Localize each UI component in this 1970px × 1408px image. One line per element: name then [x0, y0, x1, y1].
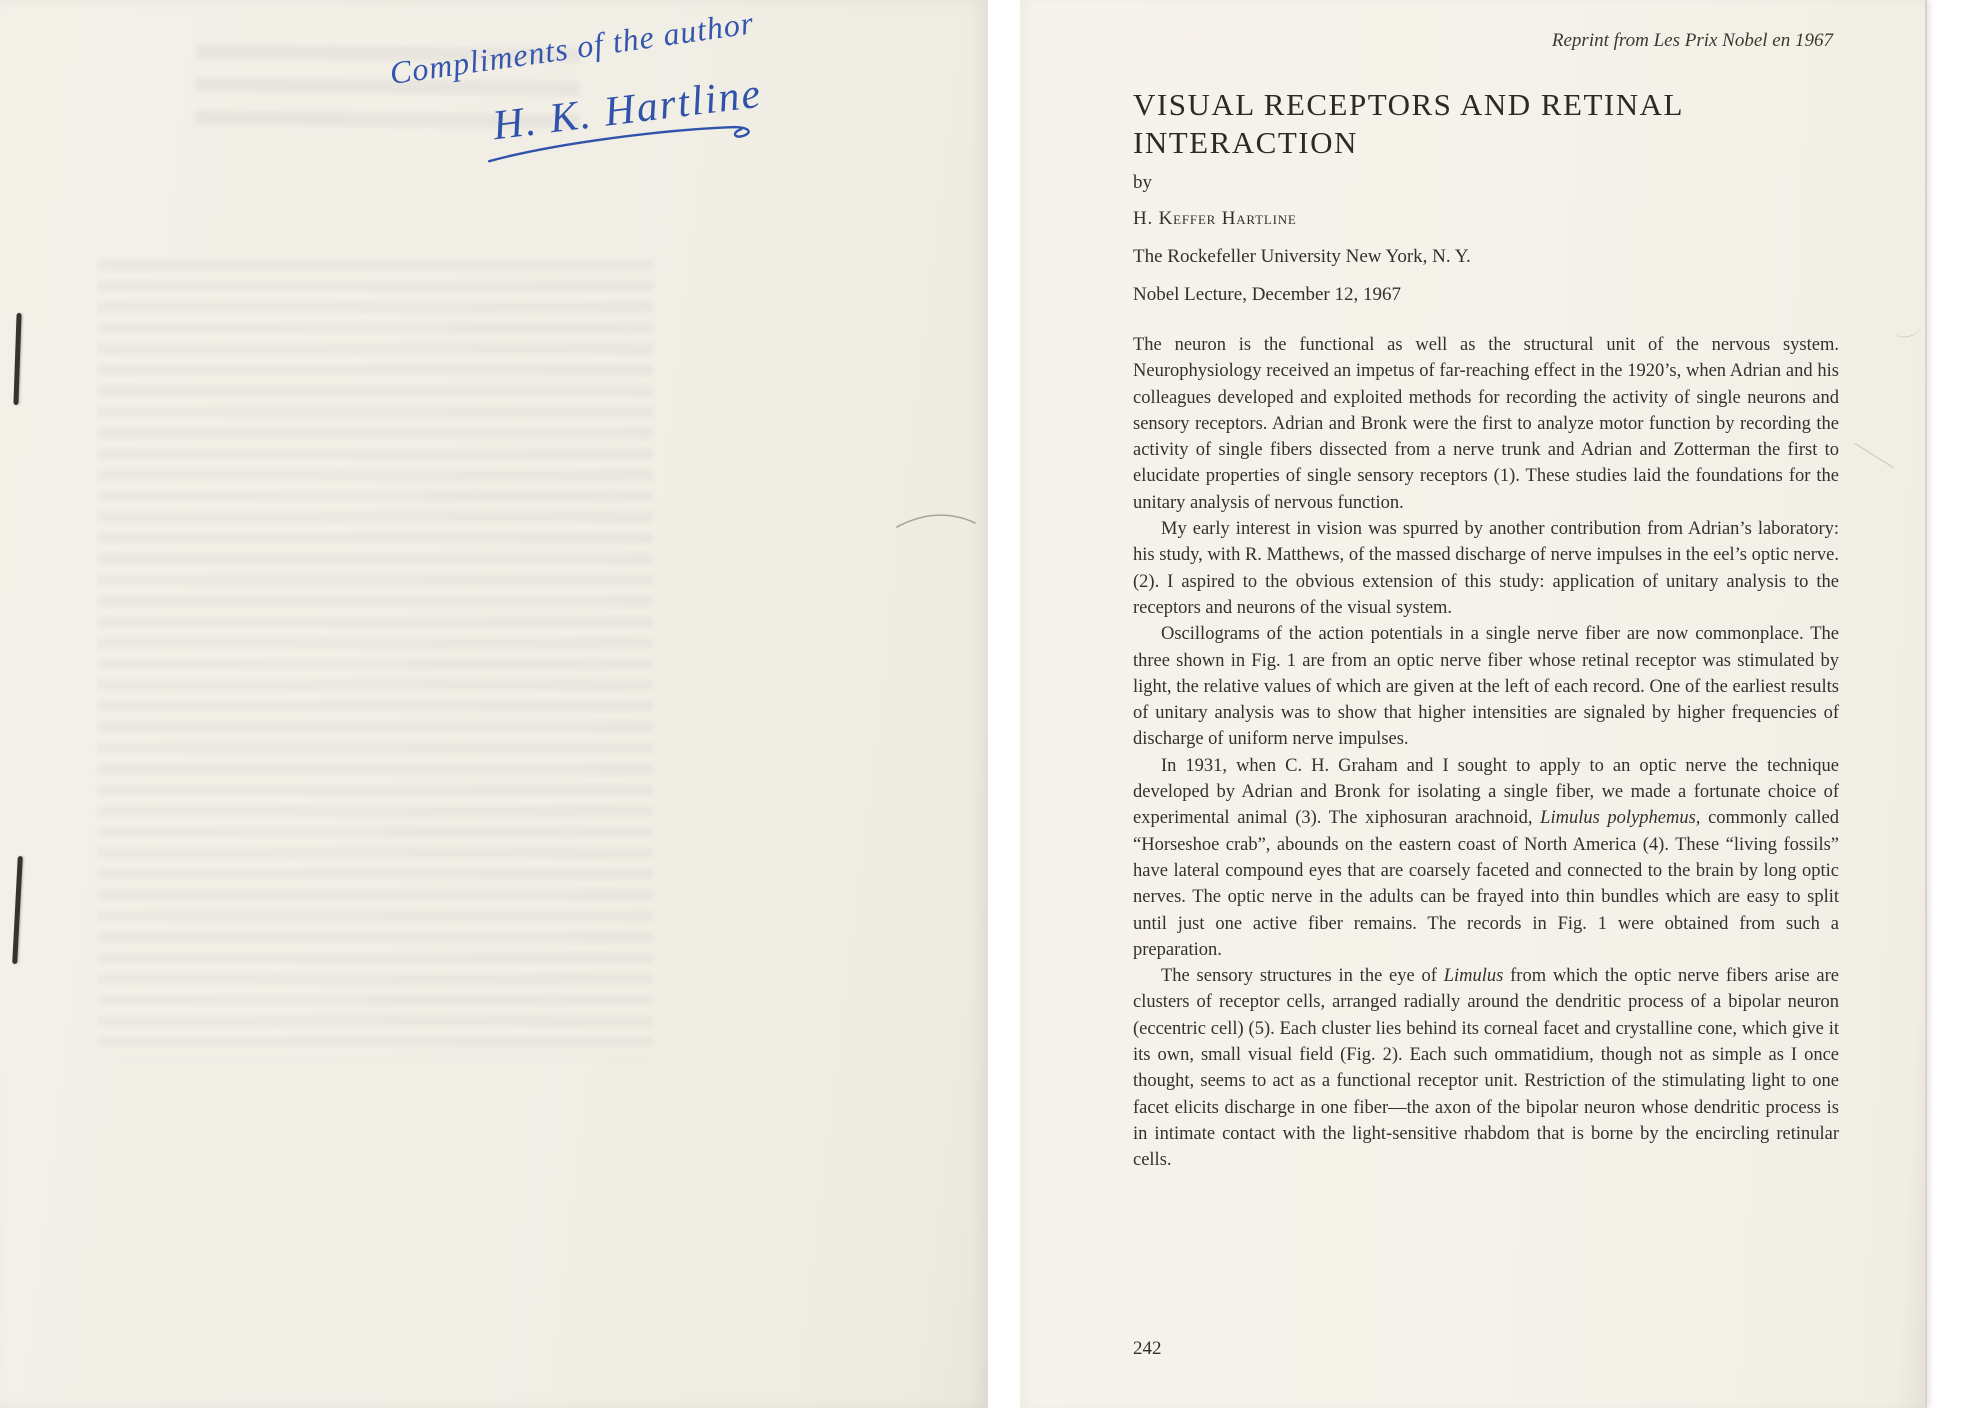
byline: by — [1133, 172, 1152, 193]
paragraph: The neuron is the functional as well as the structural unit of the nervous system. Neurophysiology received an impetus of far-reaching effect in the 1920’s, when Adrian and his colleagues developed and exploited methods for recording the activity of single neurons and sensory receptors. Adrian and Bronk were the first to analyze motor function by recording the activity of single fibers dissected from a nerve trunk and Adrian and Zotterman the first to elucidate properties of single sensory receptors (1). These studies laid the foundations for the unitary analysis of nervous function. — [1133, 335, 1839, 513]
handwritten-inscription: Compliments of the author — [387, 4, 757, 92]
lecture-date: Nobel Lecture, December 12, 1967 — [1133, 284, 1402, 305]
staple-top-icon — [13, 313, 21, 405]
page-edge-crease-mark — [1894, 320, 1922, 338]
page-crease-mark — [1854, 443, 1894, 468]
pencil-scratch-icon — [895, 505, 985, 539]
author-affiliation: The Rockefeller University New York, N. Y. — [1133, 246, 1471, 267]
reprint-source-note: Reprint from Les Prix Nobel en 1967 — [1551, 30, 1833, 51]
page-number: 242 — [1133, 1338, 1162, 1359]
showthrough-text — [98, 260, 653, 1060]
staple-bottom-icon — [12, 856, 23, 964]
paragraph: Oscillograms of the action potentials in a single nerve fiber are now commonplace. The three shown in Fig. 1 are from an optic nerve fiber whose retinal receptor was stimulated by light, the relative values of which are given at the left of each record. One of the earliest results of unitary analysis was to show that higher intensities are signaled by higher frequencies of discharge of uniform nerve impulses. — [1133, 624, 1839, 750]
right-page — [1020, 0, 1927, 1408]
signature-text: H. K. Hartline — [490, 70, 765, 150]
body-paragraphs — [1133, 332, 1839, 1174]
paragraph: My early interest in vision was spurred by another contribution from Adrian’s laboratory: his study, with R. Matthews, of the massed discharge of nerve impulses in the eel’s optic nerve. (2). I aspired to the obvious extension of this study: application of unitary analysis to the receptors and neurons of the visual system. — [1133, 519, 1839, 618]
paragraph: In 1931, when C. H. Graham and I sought to apply to an optic nerve the technique developed by Adrian and Bronk for isolating a single fiber, we made a fortunate choice of experimental animal (3). The xiphosuran arachnoid, Limulus polyphemus, commonly called “Horseshoe crab”, abounds on the eastern coast of North America (4). These “living fossils” have lateral compound eyes that are coarsely faceted and connected to the brain by long optic nerves. The optic nerve in the adults can be frayed into thin bundles which are easy to split until just one active fiber remains. The records in Fig. 1 were obtained from such a preparation. — [1133, 755, 1839, 960]
author-name: H. Keffer Hartline — [1133, 208, 1297, 229]
article-title: VISUAL RECEPTORS AND RETINAL INTERACTION — [1133, 87, 1683, 160]
paragraph: The sensory structures in the eye of Limulus from which the optic nerve fibers arise are clusters of receptor cells, arranged radially around the dendritic process of a bipolar neuron (eccentric cell) (5). Each cluster lies behind its corneal facet and crystalline cone, which give it its own, small visual field (Fig. 2). Each such ommatidium, though not as simple as I once thought, seems to act as a functional receptor unit. Restriction of the stimulating light to one facet elicits discharge in one fiber—the axon of the bipolar neuron whose dendritic process is in intimate contact with the light-sensitive rhabdom that is borne by the encircling retinular cells. — [1133, 966, 1840, 1171]
